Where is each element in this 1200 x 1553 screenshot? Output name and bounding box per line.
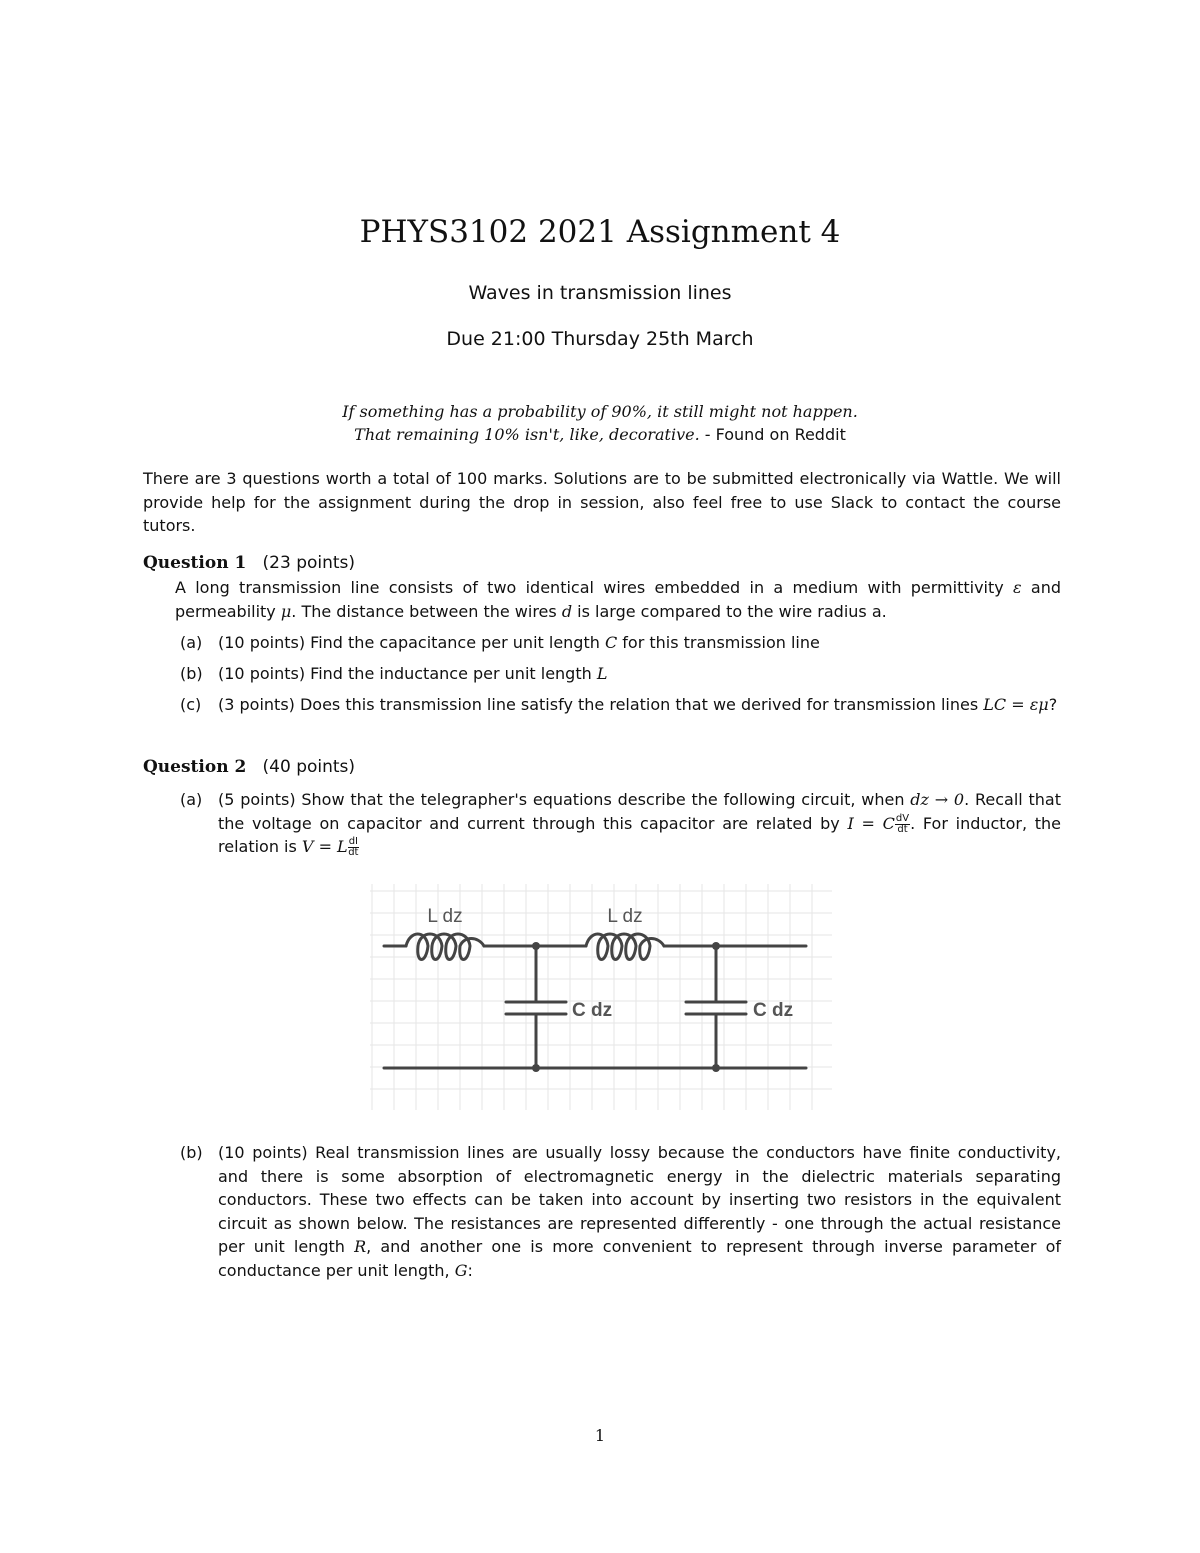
inductor-2-label: L dz xyxy=(607,906,643,927)
item-label: (b) xyxy=(180,664,203,683)
resistance-symbol: R xyxy=(354,1237,367,1256)
epigraph-line-2 xyxy=(0,425,1200,444)
distance-symbol: d xyxy=(561,602,573,621)
question-2b xyxy=(180,1141,1061,1282)
question-2a xyxy=(180,788,1061,859)
inductor-2-coil xyxy=(586,934,664,960)
fraction-numerator: dV xyxy=(895,812,910,824)
page-number: 1 xyxy=(594,1426,606,1445)
item-label: (b) xyxy=(180,1143,203,1162)
question-1-text xyxy=(175,576,1061,624)
question-1b xyxy=(180,662,1061,686)
item-text xyxy=(218,788,1061,859)
question-1-heading xyxy=(143,553,355,573)
item-text xyxy=(218,1141,1061,1282)
q1-text-part: and permeability xyxy=(175,578,1061,621)
item-label: (c) xyxy=(180,695,202,714)
intro-paragraph: There are 3 questions worth a total of 100 marks. Solutions are to be submitted electronically via Wattle. We will provide help for the assignment during the drop in session, also feel free to use Slack to contact the course tutors. xyxy=(143,469,1061,535)
item-text-part: . For inductor, the relation is xyxy=(218,813,1062,856)
dv-dt-fraction xyxy=(895,814,910,835)
q1-text-part: . The distance between the wires xyxy=(291,602,562,621)
question-1-label: Question 1 xyxy=(143,553,247,573)
epsilon-symbol: ε xyxy=(1013,578,1022,597)
conductance-symbol: G xyxy=(454,1260,468,1280)
page-subtitle: Waves in transmission lines xyxy=(468,282,732,304)
inductance-symbol: L xyxy=(596,664,608,683)
item-text-part: . Recall that the voltage on capacitor and current through this capacitor are related by xyxy=(218,790,1061,833)
junction-node xyxy=(712,1064,720,1072)
junction-node xyxy=(712,942,720,950)
junction-node xyxy=(532,1064,540,1072)
item-text xyxy=(218,693,1061,717)
di-dt-fraction xyxy=(348,837,359,858)
capacitor-relation: I = C xyxy=(847,813,895,833)
q1-text-part: A long transmission line consists of two identical wires embedded in a medium with permittivity xyxy=(175,578,1014,597)
item-label: (a) xyxy=(180,633,203,652)
inductor-relation: V = L xyxy=(301,837,348,856)
dz-limit: dz → 0 xyxy=(910,790,965,809)
junction-node xyxy=(532,942,540,950)
epigraph-line-1: If something has a probability of 90%, it still might not happen. xyxy=(342,402,858,421)
q1-text-part: is large compared to the wire radius a. xyxy=(572,602,887,621)
fraction-numerator: dI xyxy=(348,836,358,847)
item-text xyxy=(218,631,1061,655)
item-text-part: (10 points) Find the inductance per unit length xyxy=(218,664,597,683)
item-text-part: ? xyxy=(1048,695,1058,714)
due-date: Due 21:00 Thursday 25th March xyxy=(446,328,754,350)
fraction-denominator: dt xyxy=(348,847,359,858)
lc-ladder-circuit-diagram xyxy=(370,884,832,1110)
item-text-part: (5 points) Show that the telegrapher's equations describe the following circuit, when xyxy=(218,790,911,809)
question-1-points: (23 points) xyxy=(262,553,356,573)
inductor-1-coil xyxy=(406,934,484,960)
item-text-part: , and another one is more convenient to represent through inverse parameter of conductance per unit length, xyxy=(218,1237,1061,1280)
relation-formula: LC = εμ xyxy=(983,695,1049,714)
item-text-part: for this transmission line xyxy=(617,633,820,652)
inductor-1-label: L dz xyxy=(427,906,463,927)
item-text-part: : xyxy=(467,1260,473,1280)
capacitor-1-label: C dz xyxy=(572,1000,613,1021)
question-2-label: Question 2 xyxy=(143,757,247,777)
capacitor-2-label: C dz xyxy=(753,1000,794,1021)
page-title: PHYS3102 2021 Assignment 4 xyxy=(359,214,841,250)
item-text-part: (3 points) Does this transmission line satisfy the relation that we derived for transmission lines xyxy=(218,695,984,714)
question-1c xyxy=(180,693,1061,717)
item-label: (a) xyxy=(180,790,203,809)
mu-symbol: μ xyxy=(280,602,292,621)
question-2-heading xyxy=(143,757,355,777)
epigraph-text: That remaining 10% isn't, like, decorative. xyxy=(354,425,700,444)
fraction-denominator: dt xyxy=(897,823,908,835)
item-text-part: (10 points) Real transmission lines are usually lossy because the conductors have finite conductivity, and there is some absorption of electromagnetic energy in the dielectric materials separating conductors. These two effects can be taken into account by inserting two resistors in the equivalent circuit as shown below. The resistances are represented differently - one through the actual resistance per unit length xyxy=(218,1143,1061,1256)
capacitance-symbol: C xyxy=(604,633,618,652)
epigraph-source: - Found on Reddit xyxy=(699,425,846,444)
question-2-points: (40 points) xyxy=(262,757,356,777)
question-1a xyxy=(180,631,1061,655)
item-text-part: (10 points) Find the capacitance per unit length xyxy=(218,633,605,652)
item-text xyxy=(218,662,1061,686)
